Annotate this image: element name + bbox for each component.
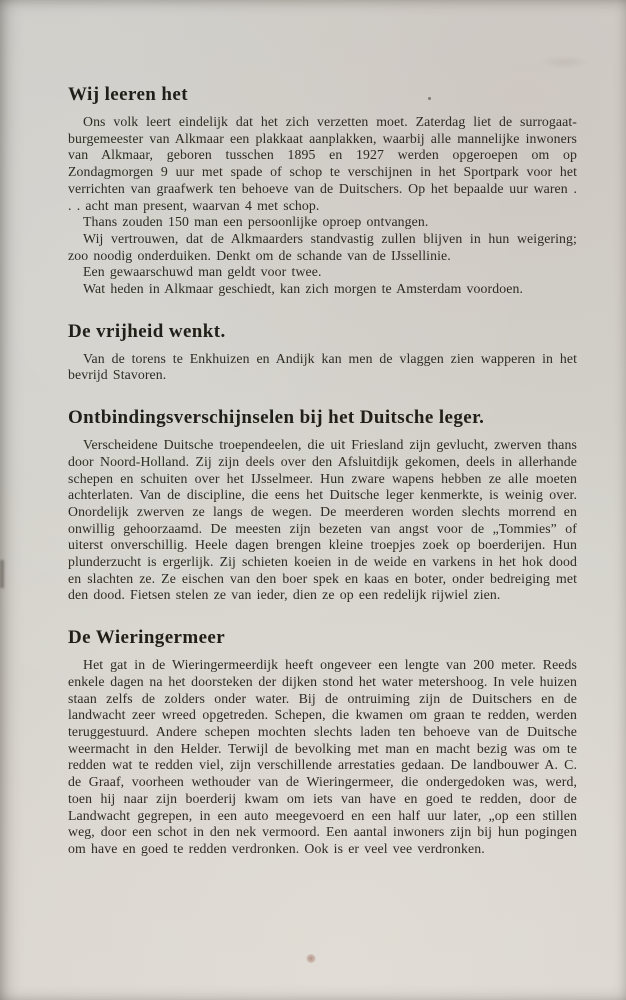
paper-stain <box>306 954 316 963</box>
section-heading: De vrijheid wenkt. <box>68 320 226 342</box>
paragraph: Thans zouden 150 man een persoonlijke oproep ontvangen. <box>83 214 429 230</box>
article-section <box>68 321 577 384</box>
paragraph: Het gat in de Wieringermeerdijk heeft ongeveer een lengte van 200 meter. Reeds enkele dagen na het doorsteken der dijken stond het water metershoog. In vele huizen staan zelfs de zolders onder water. Bij de ontruiming zijn de Duitschers en de landwacht zeer wreed opgetreden. Schepen, die kwamen om graan te redden, werden teruggestuurd. Andere schepen mochten slechts laden ten behoeve van de Duitsche weermacht in den Helder. Terwijl de bevolking met man en macht bezig was om te redden wat te redden viel, zijn verschillende arrestaties gedaan. De landbouwer A. C. de Graaf, voorheen wethouder van de Wieringermeer, die ondergedoken was, werd, toen hij naar zijn boerderij kwam om iets van have en goed te redden, door de Landwacht gegrepen, in een auto meegevoerd en een half uur later, „op een stillen weg, door een schot in den nek vermoord. Een aantal inwoners zijn bij hun pogingen om have en goed te redden verdronken. Ook is er veel vee verdronken. <box>68 657 577 856</box>
paragraph: Ons volk leert eindelijk dat het zich verzetten moet. Zaterdag liet de surrogaat-burgemeester van Alkmaar een plakkaat aanplakken, waarbij alle mannelijke inwoners van Alkmaar, geboren tusschen 1895 en 1927 werden opgeroepen om op Zondagmorgen 9 uur met spade of schop te verschijnen in het Sportpark voor het verrichten van graafwerk ten behoeve van de Duitschers. Op het bepaalde uur waren . . . acht man present, waarvan 4 met schop. <box>68 114 577 213</box>
paragraph: Wat heden in Alkmaar geschiedt, kan zich morgen te Amsterdam voordoen. <box>83 281 524 297</box>
section-heading: De Wieringermeer <box>68 627 226 649</box>
article-content <box>68 84 577 858</box>
paragraph: Van de torens te Enkhuizen en Andijk kan men de vlaggen zien wapperen in het bevrijd Stavoren. <box>68 350 577 383</box>
paragraph: Verscheidene Duitsche troependeelen, die uit Friesland zijn gevlucht, zwerven thans door Noord-Holland. Zij zijn deels over den Afsluitdijk gekomen, deels in allerhande schepen en schuiten over het IJsselmeer. Hun zware wapens hebben ze alle moeten achterlaten. Van de discipline, die eens het Duitsche leger kenmerkte, is weinig over. Onordelijk zwerven ze langs de wegen. De meerderen worden slechts morrend en onwillig gehoorzaamd. De meesten zijn bezeten van angst voor de „Tommies” of uiterst onverschillig. Heele dagen brengen kleine troepjes zoek op boerderijen. Hun plunderzucht is ergerlijk. Zij schieten koeien in de weide en varkens in het hok dood en slachten ze. Ze eischen van den boer spek en kaas en boter, onder bedreiging met den dood. Fietsen stelen ze van ieder, dien ze op een redelijk rijwiel zien. <box>68 437 577 603</box>
section-heading: Ontbindingsverschijnselen bij het Duitsche leger. <box>68 407 485 429</box>
paragraph: Wij vertrouwen, dat de Alkmaarders standvastig zullen blijven in hun weigering; zoo noodig onderduiken. Denkt om de schande van de IJssellinie. <box>68 230 577 263</box>
article-section <box>68 407 577 604</box>
paper-edge-mark <box>0 560 4 588</box>
paper-smudge <box>540 55 590 69</box>
section-heading: Wij leeren het <box>68 84 188 105</box>
article-section <box>68 84 577 298</box>
paragraph: Een gewaarschuwd man geldt voor twee. <box>83 264 322 280</box>
article-section <box>68 627 577 857</box>
